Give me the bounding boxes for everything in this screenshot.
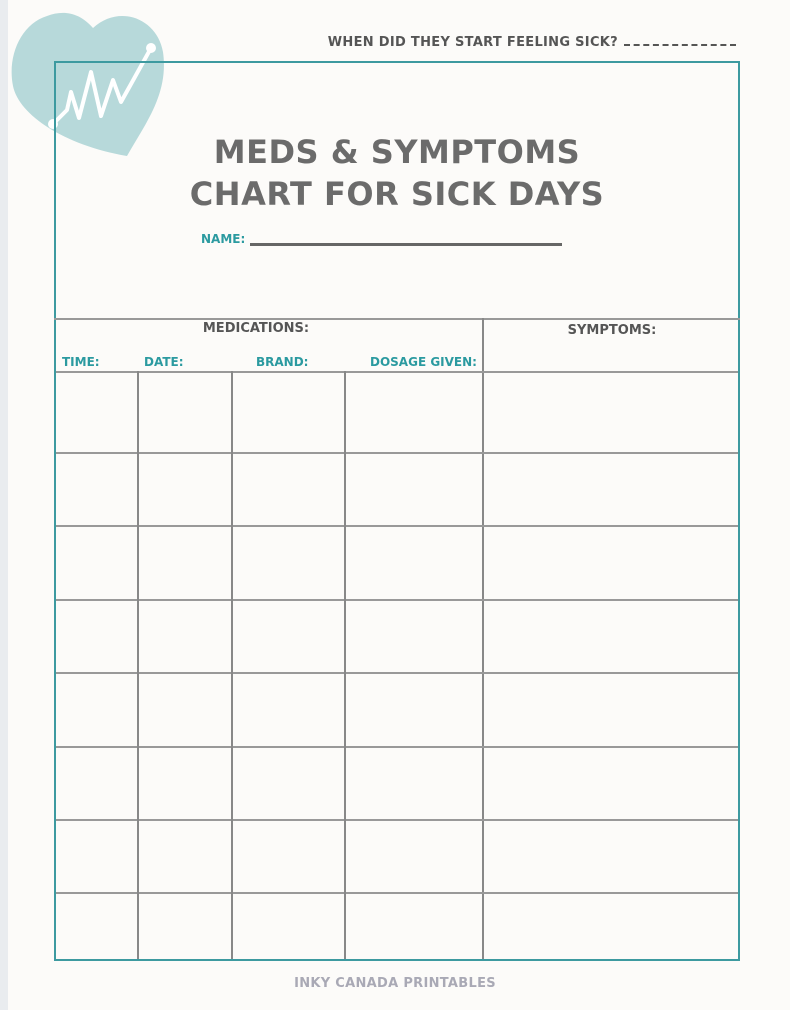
heartbeat-dot-end — [146, 43, 156, 53]
page-title — [56, 131, 738, 215]
row-line-3 — [56, 599, 738, 601]
time-column-header: TIME: — [62, 355, 100, 369]
table-top-border — [54, 318, 740, 320]
name-row — [201, 231, 562, 246]
row-line-6 — [56, 819, 738, 821]
name-field[interactable] — [250, 231, 562, 246]
row-line-7 — [56, 892, 738, 894]
row-line-5 — [56, 746, 738, 748]
dosage-column-header: DOSAGE GIVEN: — [370, 355, 477, 369]
row-line-0 — [56, 371, 738, 373]
symptoms-header: SYMPTOMS: — [567, 323, 657, 338]
title-line-2: CHART FOR SICK DAYS — [189, 175, 605, 213]
row-line-4 — [56, 672, 738, 674]
symptoms-divider — [482, 318, 484, 959]
sick-start-prompt — [328, 34, 736, 50]
date-column-header: DATE: — [144, 355, 184, 369]
sick-start-blank[interactable] — [624, 34, 736, 46]
sick-start-label: WHEN DID THEY START FEELING SICK? — [327, 35, 618, 50]
time-date-divider — [137, 371, 139, 959]
chart-frame — [54, 61, 740, 961]
footer-brand: INKY CANADA PRINTABLES — [294, 976, 496, 991]
medications-header: MEDICATIONS: — [202, 321, 310, 336]
name-label: NAME: — [201, 232, 246, 246]
row-line-2 — [56, 525, 738, 527]
row-line-1 — [56, 452, 738, 454]
brand-column-header: BRAND: — [256, 355, 309, 369]
date-brand-divider — [231, 371, 233, 959]
title-line-1: MEDS & SYMPTOMS — [213, 133, 581, 171]
brand-dosage-divider — [344, 371, 346, 959]
